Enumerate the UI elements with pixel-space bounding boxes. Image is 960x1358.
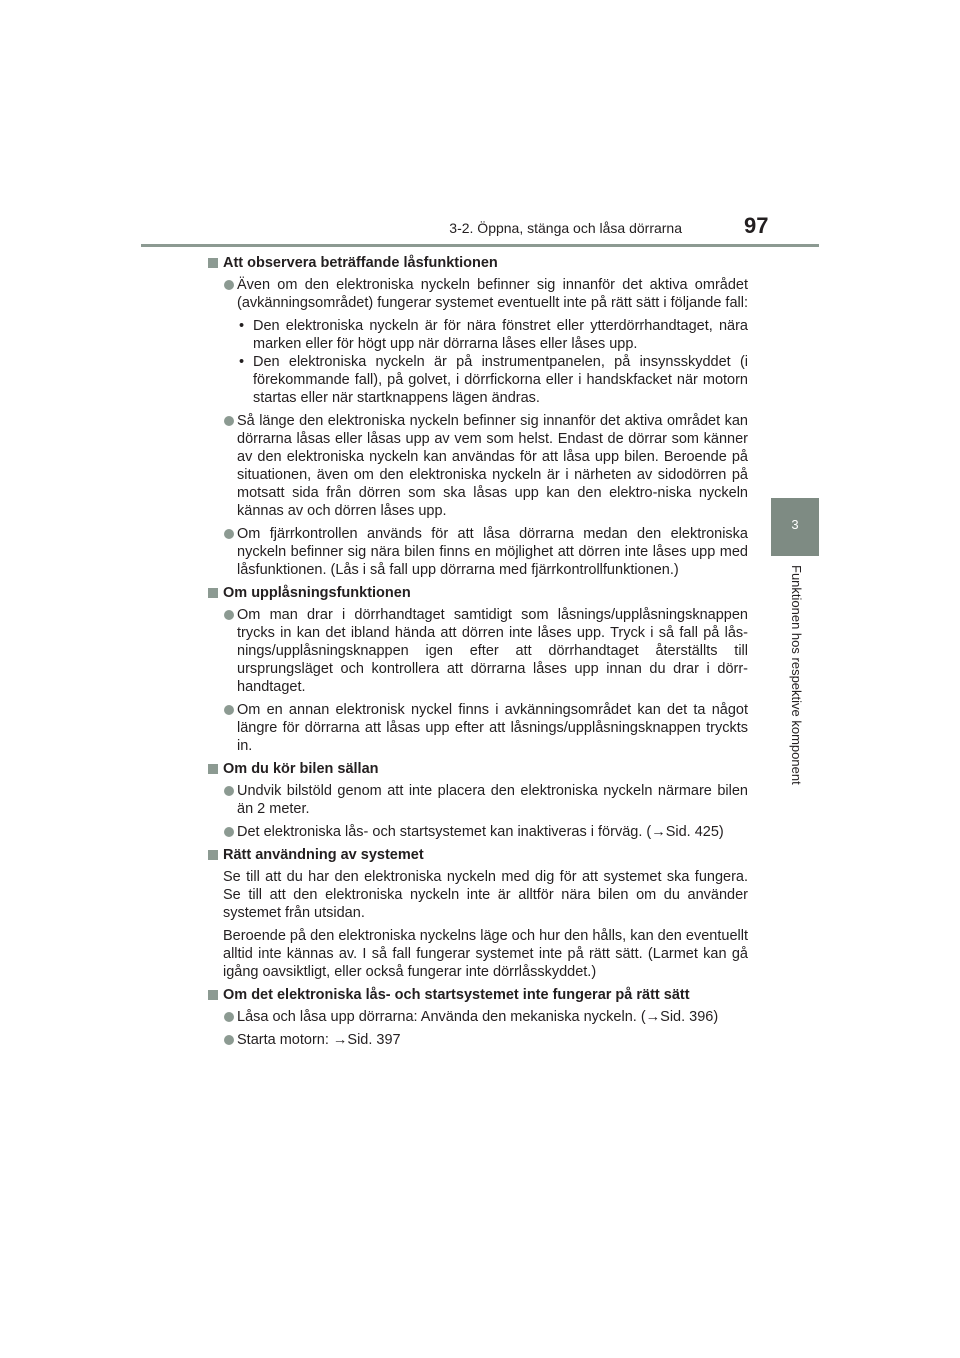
circle-bullet-icon: [224, 786, 234, 796]
circle-bullet-icon: [224, 705, 234, 715]
dot-bullet-icon: •: [239, 354, 245, 370]
sub-list-item-text: Den elektroniska nyckeln är för nära fönstret eller ytterdörrhandtaget, nära marken eller för högt upp när dörrarna låses eller låses upp.: [253, 318, 748, 352]
square-bullet-icon: [208, 764, 218, 774]
square-bullet-icon: [208, 990, 218, 1000]
list-item-text: Om fjärrkontrollen används för att låsa dörrarna medan den elektroniska nyckeln befinner sig nära bilen finns en möjlighet att dörren inte låses upp med låsfunktionen. (Lås i så fall upp dörrarna med fjärrkontrollfunktionen.): [237, 526, 748, 578]
sub-list-item: [208, 317, 748, 353]
section-heading-text: Om du kör bilen sällan: [223, 761, 379, 777]
circle-bullet-icon: [224, 529, 234, 539]
chapter-tab-number: 3: [791, 517, 799, 532]
list-item-text: Så länge den elektroniska nyckeln befinner sig innanför det aktiva området kan dörrarna låsas eller låsas upp av vem som helst. Endast de dörrar som känner av den elektroniska nyckeln kan användas för att låsa upp bilen. Beroende på situationen, även om den elektroniska nyckeln är i närheten av sidodörren på motsatt sida från dörren som ska låsas upp kan den elektro-niska nyckeln kännas av och dörren låses upp.: [237, 413, 748, 519]
list-item: [208, 606, 748, 696]
circle-bullet-icon: [224, 1035, 234, 1045]
list-item-text: Även om den elektroniska nyckeln befinner sig innanför det aktiva området (avkänningsområdet) fungerar systemet eventuellt inte på rätt sätt i följande fall:: [237, 277, 748, 311]
list-item-text: Det elektroniska lås- och startsystemet kan inaktiveras i förväg. (→Sid. 425): [237, 824, 724, 840]
chapter-title: 3-2. Öppna, stänga och låsa dörrarna: [449, 220, 682, 236]
circle-bullet-icon: [224, 610, 234, 620]
section-heading: [208, 986, 748, 1004]
square-bullet-icon: [208, 258, 218, 268]
list-item: [208, 1008, 748, 1026]
list-item-text: Om en annan elektronisk nyckel finns i avkänningsområdet kan det ta något längre för dörrarna att låsas upp efter att låsnings/upplåsningsknappen tryckts in.: [237, 702, 748, 754]
list-item: [208, 782, 748, 818]
sub-list: [208, 317, 748, 407]
sub-list-item-text: Den elektroniska nyckeln är på instrumentpanelen, på insynsskyddet (i förekommande fall), på golvet, i dörrfickorna eller i handskfacket när motorn startas eller när startknappens lägen ändras.: [253, 354, 748, 406]
section-heading: [208, 584, 748, 602]
dot-bullet-icon: •: [239, 318, 245, 334]
header-divider: [141, 244, 819, 247]
list-item: [208, 276, 748, 407]
section-rarely-driven: [208, 760, 748, 841]
circle-bullet-icon: [224, 280, 234, 290]
section-heading-text: Rätt användning av systemet: [223, 847, 424, 863]
paragraph: Beroende på den elektroniska nyckelns läge och hur den hålls, kan den eventuellt alltid inte kännas av. I så fall fungerar systemet inte på rätt sätt. (Larmet kan gå igång oavsiktligt, eller också fungerar inte dörrlåsskyddet.): [223, 928, 748, 980]
section-heading: [208, 846, 748, 864]
section-lock-function: [208, 254, 748, 579]
page-content: [208, 254, 748, 1054]
paragraph: Se till att du har den elektroniska nyckeln med dig för att systemet ska fungera. Se till att den elektroniska nyckeln inte är alltför nära bilen om du använder systemet från utsidan.: [223, 869, 748, 921]
square-bullet-icon: [208, 850, 218, 860]
list-item: [208, 823, 748, 841]
chapter-tab: [771, 498, 819, 556]
chapter-side-label: Funktionen hos respektive komponent: [789, 565, 804, 785]
section-heading-text: Om det elektroniska lås- och startsystemet inte fungerar på rätt sätt: [223, 987, 690, 1003]
list-item-text: Starta motorn: →Sid. 397: [237, 1032, 401, 1048]
circle-bullet-icon: [224, 827, 234, 837]
section-heading: [208, 254, 748, 272]
page-number: 97: [744, 213, 769, 238]
circle-bullet-icon: [224, 1012, 234, 1022]
square-bullet-icon: [208, 588, 218, 598]
section-heading: [208, 760, 748, 778]
list-item-text: Låsa och låsa upp dörrarna: Använda den mekaniska nyckeln. (→Sid. 396): [237, 1009, 719, 1025]
circle-bullet-icon: [224, 416, 234, 426]
list-item: [208, 525, 748, 579]
list-item: [208, 412, 748, 520]
list-item-text: Om man drar i dörrhandtaget samtidigt som låsnings/upplåsningsknappen trycks in kan det ibland hända att dörren inte låses upp. Tryck i så fall på lås-nings/upplåsningsknappen igen efter att dörrhandtaget återställts till ursprungsläget och kontrollera att dörrarna låses upp innan du drar i dörr-handtaget.: [237, 607, 748, 695]
section-heading-text: Om upplåsningsfunktionen: [223, 585, 411, 601]
section-unlock-function: [208, 584, 748, 755]
list-item: [208, 1031, 748, 1049]
sub-list-item: [208, 353, 748, 407]
list-item: [208, 701, 748, 755]
list-item-text: Undvik bilstöld genom att inte placera den elektroniska nyckeln närmare bilen än 2 meter.: [237, 783, 748, 817]
section-correct-use: [208, 846, 748, 981]
section-system-malfunction: [208, 986, 748, 1049]
section-heading-text: Att observera beträffande låsfunktionen: [223, 255, 498, 271]
